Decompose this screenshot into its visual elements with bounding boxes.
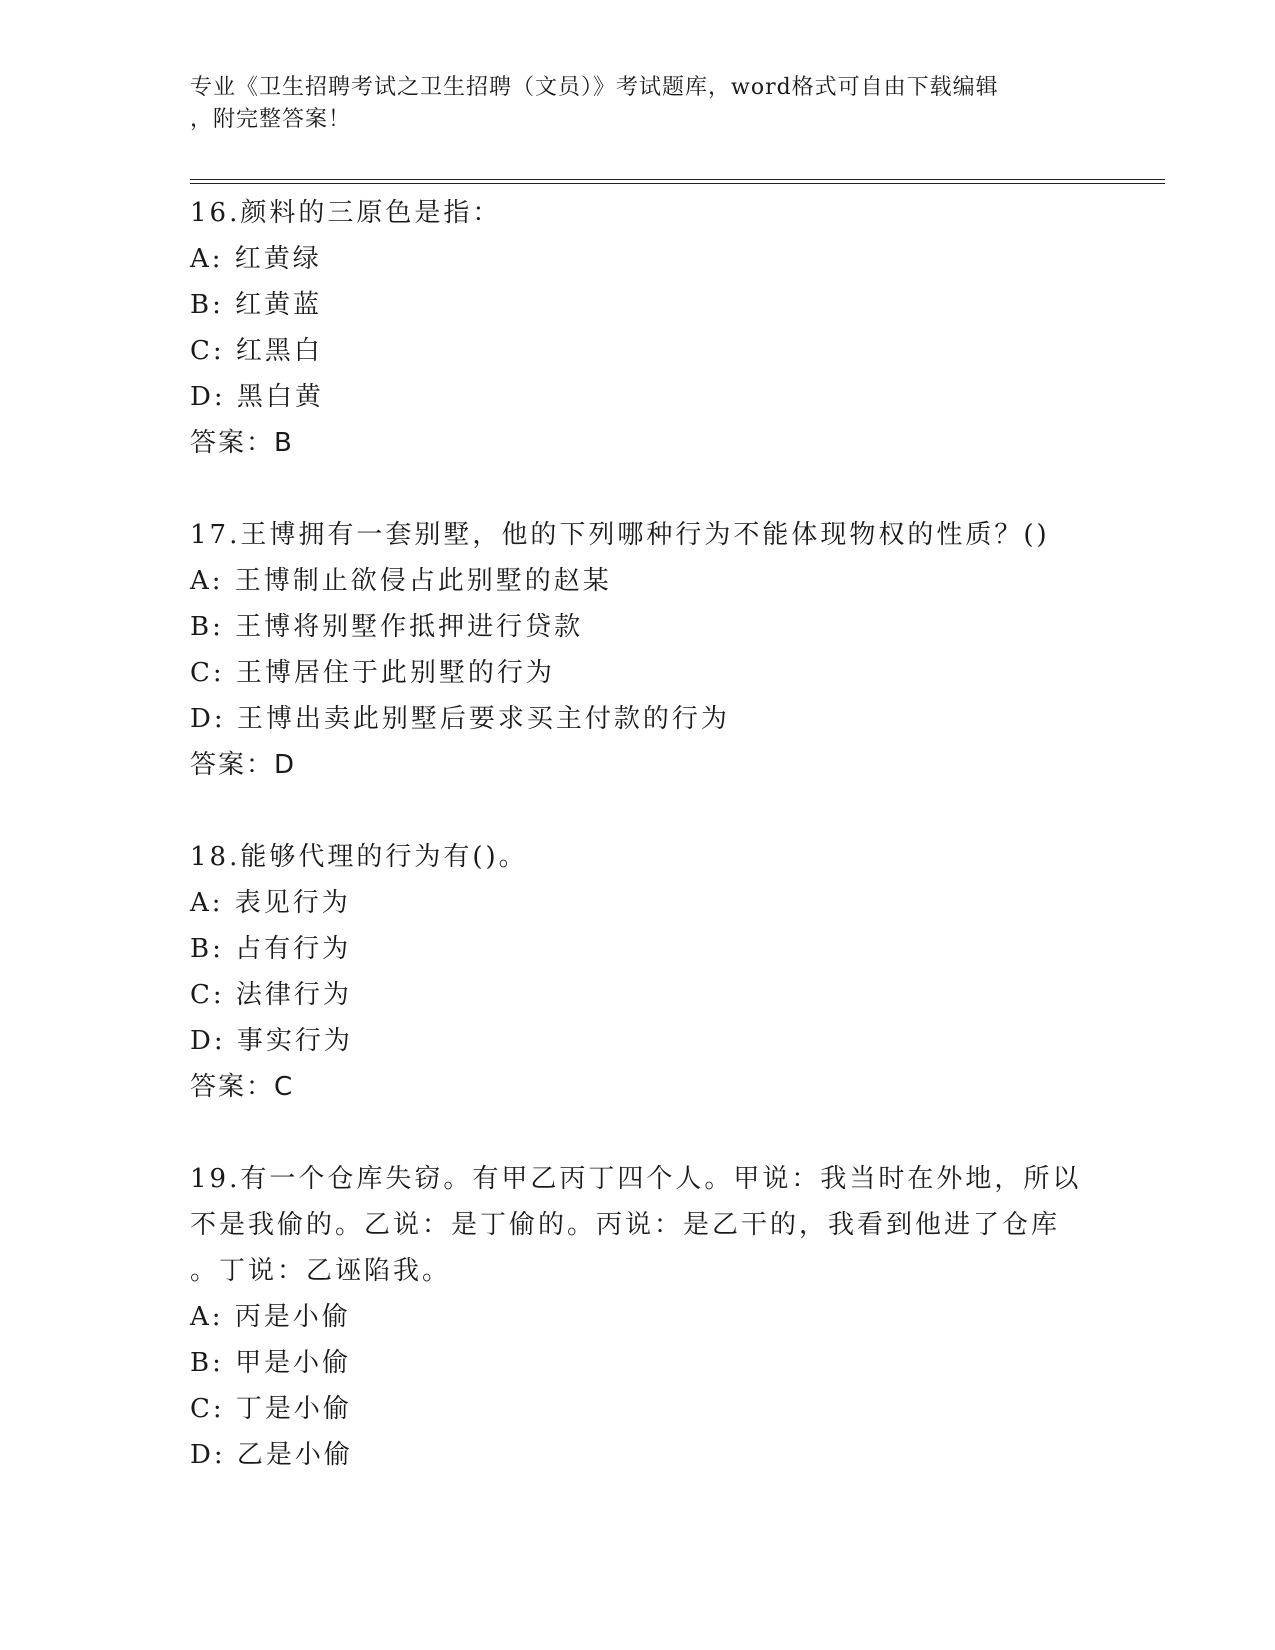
question-19 (190, 1156, 1090, 1478)
option-d: D: 王博出卖此别墅后要求买主付款的行为 (190, 704, 730, 734)
option-b: B: 王博将别墅作抵押进行贷款 (190, 612, 584, 642)
question-text: 16.颜料的三原色是指： (190, 198, 502, 228)
option-d: D: 乙是小偷 (190, 1440, 353, 1470)
option-a: A: 表见行为 (190, 888, 351, 918)
option-a: A: 丙是小偷 (190, 1302, 351, 1332)
option-a: A: 红黄绿 (190, 244, 322, 274)
question-list (190, 190, 1090, 1524)
question-18 (190, 834, 1090, 1110)
header-line-2: ，附完整答案！ (190, 107, 352, 132)
header-rule-bottom (190, 183, 1165, 184)
answer: 答案：B (190, 428, 294, 458)
header-line-1: 专业《卫生招聘考试之卫生招聘（文员）》考试题库，word格式可自由下载编辑 (190, 75, 999, 100)
option-a: A: 王博制止欲侵占此别墅的赵某 (190, 566, 612, 596)
option-b: B: 甲是小偷 (190, 1348, 352, 1378)
option-d: D: 黑白黄 (190, 382, 324, 412)
question-17 (190, 512, 1090, 788)
document-header (190, 72, 1090, 136)
option-c: C: 法律行为 (190, 980, 352, 1010)
question-text-line-1: 19.有一个仓库失窃。有甲乙丙丁四个人。甲说：我当时在外地，所以 (190, 1164, 1082, 1194)
header-rule-top (190, 179, 1165, 180)
question-text-line-2: 不是我偷的。乙说：是丁偷的。丙说：是乙干的，我看到他进了仓库 (190, 1210, 1061, 1240)
question-16 (190, 190, 1090, 466)
answer: 答案：C (190, 1072, 295, 1102)
question-text: 17.王博拥有一套别墅，他的下列哪种行为不能体现物权的性质？() (190, 520, 1050, 550)
option-b: B: 红黄蓝 (190, 290, 323, 320)
option-c: C: 红黑白 (190, 336, 323, 366)
option-c: C: 丁是小偷 (190, 1394, 352, 1424)
option-b: B: 占有行为 (190, 934, 352, 964)
option-d: D: 事实行为 (190, 1026, 353, 1056)
answer: 答案：D (190, 750, 297, 780)
question-text-line-3: 。丁说：乙诬陷我。 (190, 1256, 452, 1286)
question-text: 18.能够代理的行为有()。 (190, 842, 528, 872)
option-c: C: 王博居住于此别墅的行为 (190, 658, 555, 688)
